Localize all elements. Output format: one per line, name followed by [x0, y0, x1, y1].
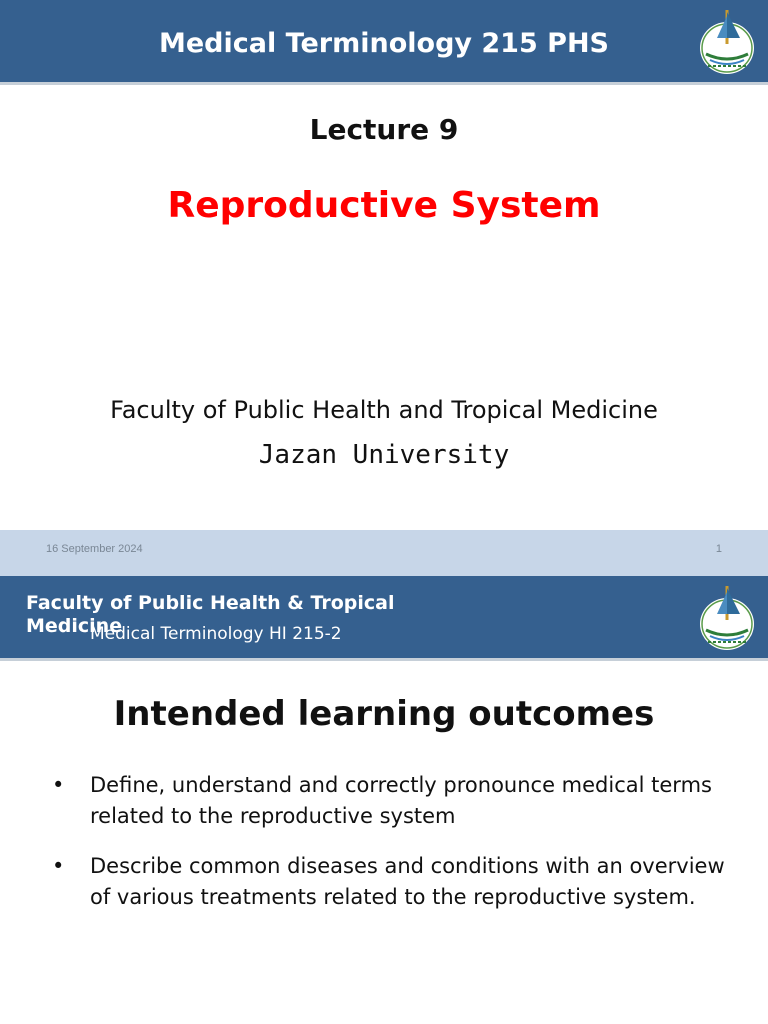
footer-date: 16 September 2024: [46, 543, 143, 555]
slide-footer: [0, 530, 768, 576]
outcomes-list: [48, 770, 728, 932]
list-item-text: Describe common diseases and conditions with an overview of various treatments related to the reproductive system.: [90, 854, 725, 909]
lecture-topic: Reproductive System: [167, 185, 601, 226]
bullet-icon: •: [52, 854, 65, 878]
header-course-text: Medical Terminology HI 215-2: [90, 624, 342, 644]
slide-header-banner: [0, 576, 768, 661]
list-item: [48, 851, 728, 913]
university-name: Jazan University: [258, 440, 510, 470]
header-faculty-text: Faculty of Public Health & Tropical Medicine: [26, 592, 395, 637]
outcomes-title: Intended learning outcomes: [113, 694, 655, 734]
jazan-university-logo-icon: [696, 580, 758, 654]
list-item: [48, 770, 728, 832]
slide-header-banner: [0, 0, 768, 85]
footer-page-number: 1: [715, 543, 722, 555]
list-item-text: Define, understand and correctly pronounce medical terms related to the reproductive system: [90, 773, 712, 828]
outcomes-slide: [0, 576, 768, 1024]
course-title: Medical Terminology 215 PHS: [159, 28, 609, 59]
jazan-university-logo-icon: [696, 4, 758, 78]
lecture-number: Lecture 9: [309, 113, 459, 146]
faculty-name: Faculty of Public Health and Tropical Medicine: [110, 396, 658, 424]
bullet-icon: •: [52, 773, 65, 797]
